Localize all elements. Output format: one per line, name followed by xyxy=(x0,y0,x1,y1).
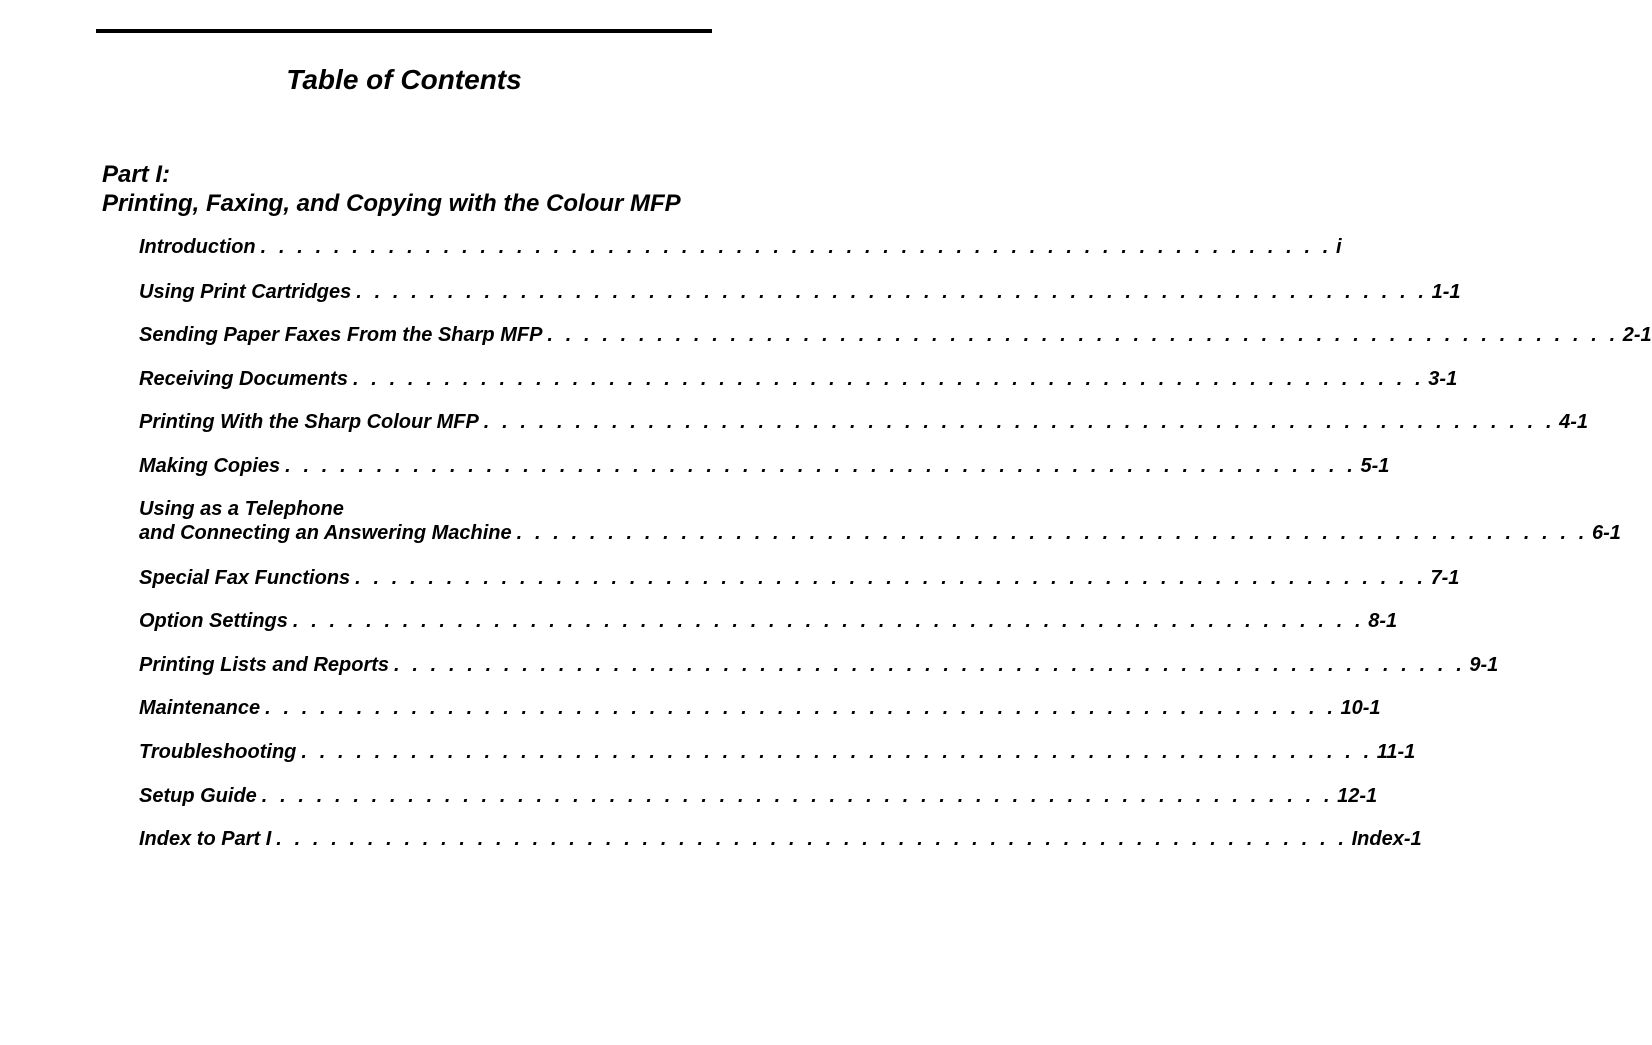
dot-leader: . . . . . . . . . . . . . . . . . . . . . . . . . . . . . . . . . . . . . . . . . . . . . . . . . . . . . . . . . . . xyxy=(352,368,1425,390)
toc-entry-troubleshooting[interactable] xyxy=(139,740,1416,764)
toc-entry-receiving-documents[interactable] xyxy=(139,367,1458,391)
dot-leader: . . . . . . . . . . . . . . . . . . . . . . . . . . . . . . . . . . . . . . . . . . . . . . . . . . . . . . . . . . . xyxy=(276,828,1348,850)
part-heading xyxy=(102,160,681,218)
toc-entry-title-line1: Using as a Telephone xyxy=(139,498,344,520)
toc-entry-introduction[interactable] xyxy=(139,235,1342,259)
toc-entry-title: Special Fax Functions xyxy=(139,567,351,589)
dot-leader: . . . . . . . . . . . . . . . . . . . . . . . . . . . . . . . . . . . . . . . . . . . . . . . . . . . . . . . . . . . xyxy=(265,697,1337,719)
toc-entry-lists-reports[interactable] xyxy=(139,653,1499,677)
dot-leader: . . . . . . . . . . . . . . . . . . . . . . . . . . . . . . . . . . . . . . . . . . . . . . . . . . . . . . . . . . . xyxy=(516,522,1588,544)
toc-entry-title: Using Print Cartridges xyxy=(139,281,352,303)
toc-entry-title: Maintenance xyxy=(139,697,261,719)
dot-leader: . . . . . . . . . . . . . . . . . . . . . . . . . . . . . . . . . . . . . . . . . . . . . . . . . . . . . . . . . . . xyxy=(261,785,1334,807)
toc-entry-title: Index to Part I xyxy=(139,828,272,850)
toc-entry-page: i xyxy=(1335,236,1342,258)
toc-entry-page: 6-1 xyxy=(1591,522,1621,544)
dot-leader: . . . . . . . . . . . . . . . . . . . . . . . . . . . . . . . . . . . . . . . . . . . . . . . . . . . . . . . . . . . xyxy=(301,741,1373,763)
dot-leader: . . . . . . . . . . . . . . . . . . . . . . . . . . . . . . . . . . . . . . . . . . . . . . . . . . . . . . . . . . . xyxy=(547,324,1619,346)
top-rule xyxy=(96,29,712,33)
toc-entry-page: 1-1 xyxy=(1431,281,1461,303)
toc-entry-special-fax[interactable] xyxy=(139,566,1460,590)
toc-entry-page: 4-1 xyxy=(1559,411,1589,433)
toc-entry-title: and Connecting an Answering Machine xyxy=(139,522,512,544)
toc-entry-title: Receiving Documents xyxy=(139,368,348,390)
toc-entry-page: Index-1 xyxy=(1351,828,1422,850)
dot-leader: . . . . . . . . . . . . . . . . . . . . . . . . . . . . . . . . . . . . . . . . . . . . . . . . . . . . . . . . . . . xyxy=(355,567,1427,589)
toc-entry-page: 7-1 xyxy=(1430,567,1460,589)
toc-entry-title: Printing With the Sharp Colour MFP xyxy=(139,411,479,433)
toc-entry-page: 12-1 xyxy=(1337,785,1378,807)
toc-entry-printing[interactable] xyxy=(139,410,1589,434)
dot-leader: . . . . . . . . . . . . . . . . . . . . . . . . . . . . . . . . . . . . . . . . . . . . . . . . . . . . . . . . . . . xyxy=(394,654,1466,676)
dot-leader: . . . . . . . . . . . . . . . . . . . . . . . . . . . . . . . . . . . . . . . . . . . . . . . . . . . . . . . . . . . xyxy=(356,281,1428,303)
toc-entry-maintenance[interactable] xyxy=(139,696,1381,720)
toc-entry-page: 2-1 xyxy=(1622,324,1652,346)
page-title: Table of Contents xyxy=(286,64,522,95)
toc-entry-page: 9-1 xyxy=(1469,654,1499,676)
toc-entry-title: Sending Paper Faxes From the Sharp MFP xyxy=(139,324,543,346)
toc-entry-title: Printing Lists and Reports xyxy=(139,654,390,676)
toc-entry-sending-faxes[interactable] xyxy=(139,323,1652,347)
toc-entry-setup-guide[interactable] xyxy=(139,784,1378,808)
part-label: Part I: xyxy=(102,161,171,188)
toc-entry-option-settings[interactable] xyxy=(139,609,1398,633)
toc-entry-title: Making Copies xyxy=(139,455,281,477)
toc-entry-print-cartridges[interactable] xyxy=(139,280,1461,304)
toc-entry-telephone[interactable] xyxy=(139,497,1621,545)
toc-entry-title: Setup Guide xyxy=(139,785,257,807)
toc-entry-title: Introduction xyxy=(139,236,256,258)
toc-entry-page: 11-1 xyxy=(1376,741,1416,763)
part-subtitle: Printing, Faxing, and Copying with the Colour MFP xyxy=(102,190,681,217)
toc-entry-making-copies[interactable] xyxy=(139,454,1390,478)
dot-leader: . . . . . . . . . . . . . . . . . . . . . . . . . . . . . . . . . . . . . . . . . . . . . . . . . . . . . . . . . . . xyxy=(292,610,1365,632)
dot-leader: . . . . . . . . . . . . . . . . . . . . . . . . . . . . . . . . . . . . . . . . . . . . . . . . . . . . . . . . . . . xyxy=(285,455,1357,477)
dot-leader: . . . . . . . . . . . . . . . . . . . . . . . . . . . . . . . . . . . . . . . . . . . . . . . . . . . . . . . . . . . xyxy=(260,236,1332,258)
dot-leader: . . . . . . . . . . . . . . . . . . . . . . . . . . . . . . . . . . . . . . . . . . . . . . . . . . . . . . . . . . . xyxy=(483,411,1556,433)
toc-entry-index[interactable] xyxy=(139,827,1422,851)
toc-entry-title: Option Settings xyxy=(139,610,288,632)
toc-entry-page: 10-1 xyxy=(1340,697,1381,719)
toc-entry-page: 8-1 xyxy=(1368,610,1398,632)
toc-entry-title: Troubleshooting xyxy=(139,741,297,763)
toc-entry-page: 5-1 xyxy=(1360,455,1390,477)
toc-entry-page: 3-1 xyxy=(1428,368,1458,390)
